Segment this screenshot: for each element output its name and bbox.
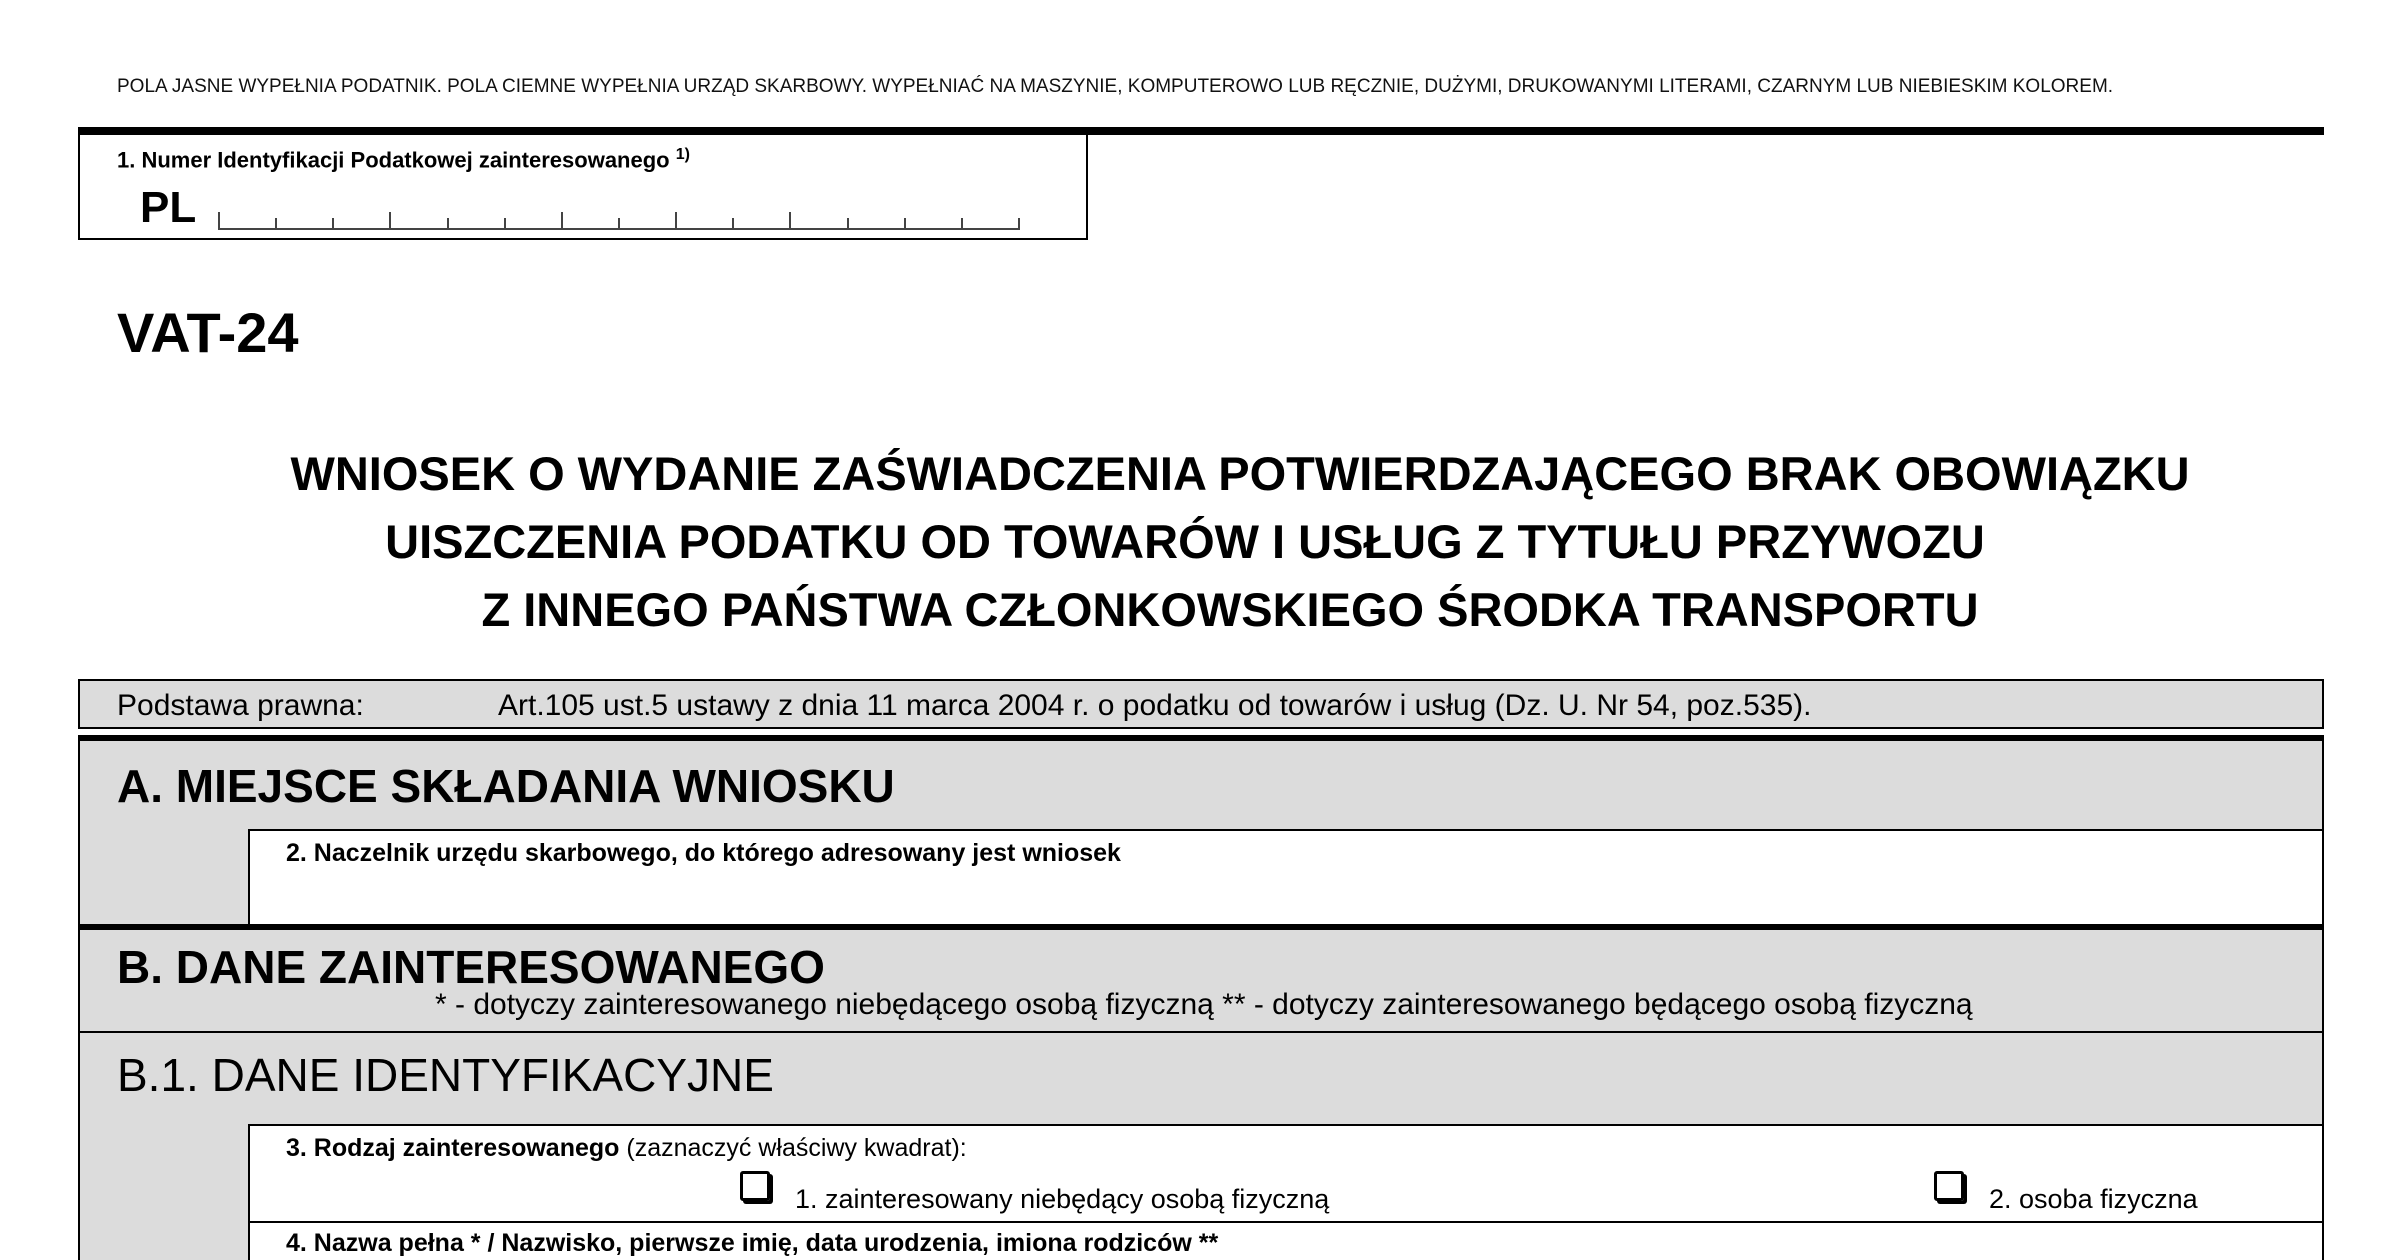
field-4-name[interactable]: [248, 1221, 2322, 1260]
form-code: VAT-24: [117, 301, 299, 364]
section-a: [78, 741, 2324, 924]
option-1-label: 1. zainteresowany niebędący osobą fizyczną: [795, 1184, 1330, 1214]
nip-prefix: PL: [140, 183, 197, 232]
checkbox-option-1[interactable]: [740, 1171, 770, 1201]
nip-input[interactable]: [218, 212, 1020, 230]
field-3-label: 3. Rodzaj zainteresowanego (zaznaczyć właściwy kwadrat):: [286, 1134, 967, 1162]
header-rule: [78, 127, 2324, 135]
section-b: [78, 930, 2324, 1033]
title-line-2: UISZCZENIA PODATKU OD TOWARÓW I USŁUG Z TYTUŁU PRZYWOZU: [385, 515, 1985, 568]
section-b1: [78, 1033, 2324, 1260]
legal-basis-row: [78, 679, 2324, 729]
section-b-note: * - dotyczy zainteresowanego niebędącego osobą fizyczną ** - dotyczy zainteresowanego będącego osobą fizyczną: [435, 988, 1973, 1021]
title-line-1: WNIOSEK O WYDANIE ZAŚWIADCZENIA POTWIERDZAJĄCEGO BRAK OBOWIĄZKU: [290, 447, 2190, 500]
option-2-label: 2. osoba fizyczna: [1989, 1184, 2198, 1214]
checkbox-option-2[interactable]: [1934, 1171, 1964, 1201]
nip-label: 1. Numer Identyfikacji Podatkowej zainteresowanego $^{1)}$: [117, 146, 690, 173]
legal-basis-label: Podstawa prawna:: [117, 689, 364, 722]
field-3-type: [248, 1124, 2322, 1221]
field-4-label: 4. Nazwa pełna * / Nazwisko, pierwsze imię, data urodzenia, imiona rodziców **: [286, 1229, 1219, 1257]
field-2-tax-office[interactable]: [248, 829, 2322, 924]
section-b1-title: B.1. DANE IDENTYFIKACYJNE: [117, 1049, 774, 1101]
section-a-title: A. MIEJSCE SKŁADANIA WNIOSKU: [117, 760, 895, 812]
title-line-3: Z INNEGO PAŃSTWA CZŁONKOWSKIEGO ŚRODKA TRANSPORTU: [481, 583, 1979, 636]
legal-basis-text: Art.105 ust.5 ustawy z dnia 11 marca 2004 r. o podatku od towarów i usług (Dz. U. Nr 54, poz.535).: [498, 689, 1812, 722]
section-b-title: B. DANE ZAINTERESOWANEGO: [117, 941, 825, 993]
form-title: [160, 440, 2320, 644]
filling-instructions: POLA JASNE WYPEŁNIA PODATNIK. POLA CIEMNE WYPEŁNIA URZĄD SKARBOWY. WYPEŁNIAĆ NA MASZYNIE, KOMPUTEROWO LUB RĘCZNIE, DUŻYMI, DRUKOWANYMI LITERAMI, CZARNYM LUB NIEBIESKIM KOLOREM.: [117, 76, 2114, 97]
field-2-label: 2. Naczelnik urzędu skarbowego, do którego adresowany jest wniosek: [286, 839, 1121, 867]
